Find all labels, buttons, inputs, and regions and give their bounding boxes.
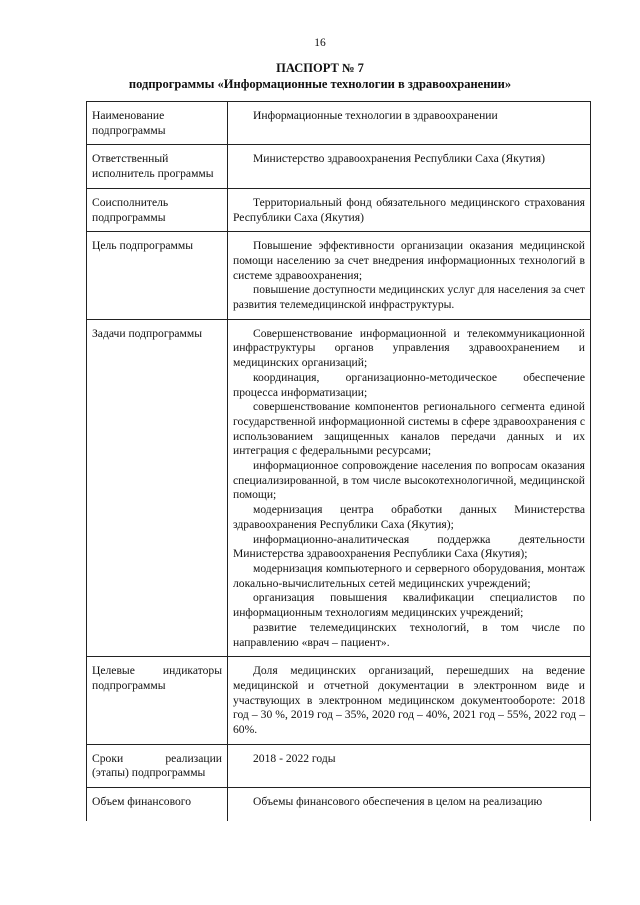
table-row <box>87 232 591 320</box>
passport-title <box>0 60 640 92</box>
row-paragraph: Министерство здравоохранения Республики Саха (Якутия) <box>253 152 545 166</box>
passport-table <box>86 101 591 821</box>
table-row <box>87 102 591 145</box>
row-value <box>228 744 591 787</box>
row-label: Целевые индикаторы подпрограммы <box>87 657 228 745</box>
row-label: Наименование подпрограммы <box>87 102 228 145</box>
page-number: 16 <box>314 37 326 49</box>
row-paragraph: Повышение эффективности организации оказания медицинской помощи населению за счет внедрения информационных технологий в системе здравоохранения; <box>233 239 585 282</box>
row-value <box>228 102 591 145</box>
row-paragraph: Объемы финансового обеспечения в целом на реализацию <box>253 795 543 809</box>
table-row <box>87 788 591 822</box>
table-row <box>87 657 591 745</box>
row-value <box>228 788 591 822</box>
subtitle-line: подпрограммы «Информационные технологии в здравоохранении» <box>128 77 512 91</box>
row-paragraph: Доля медицинских организаций, перешедших на ведение медицинской и отчетной документации в электронном виде и участвующих в электронном медицинском документообороте: 2018 год – 30 %, 2019 год – 35%, 2020 год – 40%, 2021 год – 55%, 2022 год – 60%. <box>233 664 585 737</box>
table-row <box>87 188 591 231</box>
table-row <box>87 145 591 188</box>
row-label: Ответственный исполнитель программы <box>87 145 228 188</box>
row-label: Задачи подпрограммы <box>87 319 228 656</box>
row-paragraph: модернизация компьютерного и серверного оборудования, монтаж локально-вычислительных сетей медицинских учреждений; <box>233 561 585 590</box>
row-paragraph: развитие телемедицинских технологий, в том числе по направлению «врач – пациент». <box>233 620 585 649</box>
row-value <box>228 319 591 656</box>
row-paragraph: Совершенствование информационной и телекоммуникационной инфраструктуры органов управления здравоохранением и медицинских организаций; <box>233 326 585 370</box>
row-paragraph: информационное сопровождение населения по вопросам оказания специализированной, в том числе высокотехнологичной, медицинской помощи; <box>233 459 585 502</box>
row-paragraph: совершенствование компонентов регионального сегмента единой государственной информационной системы в сфере здравоохранения с использованием защищенных каналов передачи данных и их интеграция с федеральными ресурсами; <box>233 400 585 458</box>
row-paragraph: 2018 - 2022 годы <box>253 751 336 765</box>
row-paragraph: Территориальный фонд обязательного медицинского страхования Республики Саха (Якутия) <box>233 195 585 224</box>
row-value <box>228 657 591 745</box>
row-label: Объем финансового <box>87 788 228 822</box>
table-row <box>87 744 591 787</box>
row-label: Цель подпрограммы <box>87 232 228 320</box>
row-paragraph: модернизация центра обработки данных Министерства здравоохранения Республики Саха (Якутия); <box>233 503 585 531</box>
row-value <box>228 145 591 188</box>
row-label: Сроки реализации (этапы) подпрограммы <box>87 744 228 787</box>
row-paragraph: информационно-аналитическая поддержка деятельности Министерства здравоохранения Республики Саха (Якутия); <box>233 532 585 561</box>
row-paragraph: повышение доступности медицинских услуг для населения за счет развития телемедицинской инфраструктуры. <box>233 283 585 312</box>
row-value <box>228 188 591 231</box>
row-value <box>228 232 591 320</box>
row-paragraph: координация, организационно-методическое обеспечение процесса информатизации; <box>233 370 585 399</box>
row-paragraph: Информационные технологии в здравоохранении <box>253 109 498 122</box>
row-paragraph: организация повышения квалификации специалистов по информационным технологиям медицинских учреждений; <box>233 591 585 620</box>
table-row <box>87 319 591 656</box>
title-line: ПАСПОРТ № 7 <box>276 61 364 75</box>
row-label: Соисполнитель подпрограммы <box>87 188 228 231</box>
